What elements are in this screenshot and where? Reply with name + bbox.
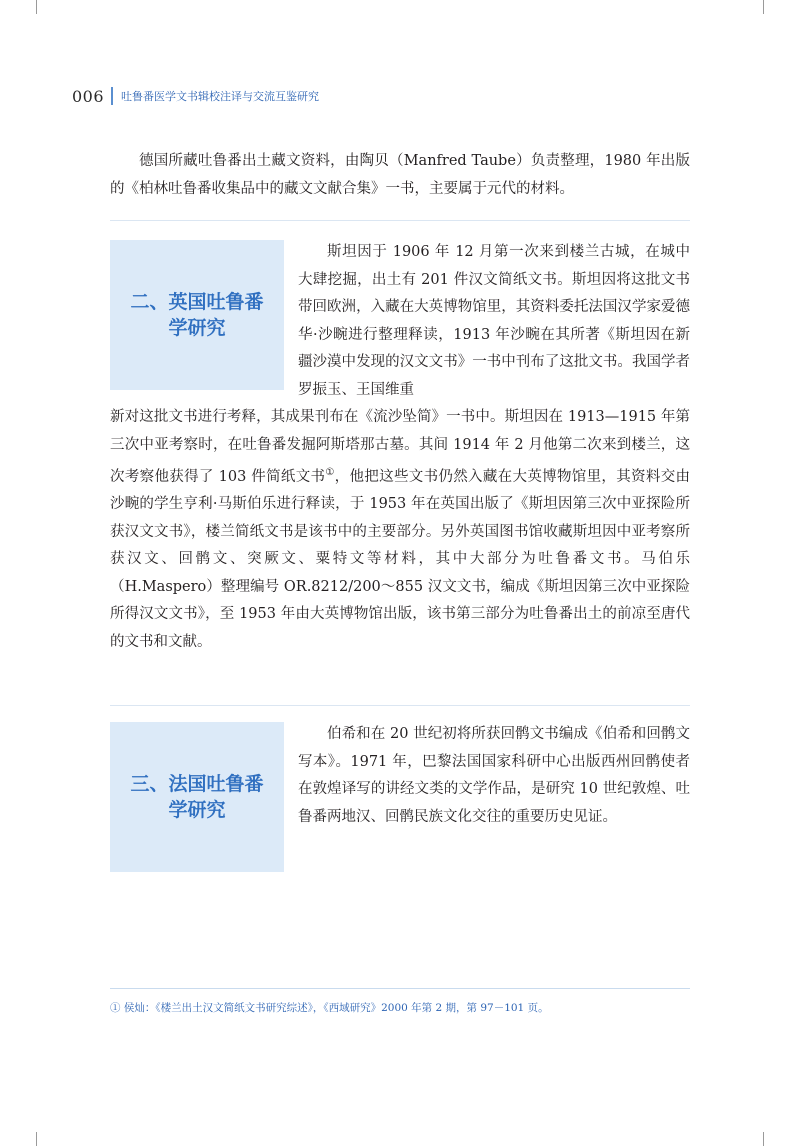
crop-mark bbox=[763, 0, 764, 14]
section-title-line: 二、英国吐鲁番 bbox=[130, 291, 264, 313]
header-divider bbox=[111, 87, 113, 105]
paragraph-pelliot: 伯希和在 20 世纪初将所获回鹘文书编成《伯希和回鹘文写本》。1971 年，巴黎法国国家科研中心出版西州回鹘使者在敦煌译写的讲经文类的文学作品，是研究 10 世纪敦煌、吐鲁番两地汉、回鹘民族文化交往的重要历史见证。 bbox=[298, 726, 690, 825]
section-divider bbox=[110, 705, 690, 706]
section-title-french bbox=[130, 771, 263, 823]
section-title-line: 学研究 bbox=[168, 317, 226, 339]
section-heading-box bbox=[110, 240, 284, 390]
section-title-line: 学研究 bbox=[168, 799, 226, 821]
section-title-british bbox=[130, 289, 263, 341]
text-run: ，他把这些文书仍然入藏在大英博物馆里，其资料交由沙畹的学生亨利·马斯伯乐进行释读，于 1953 年在英国出版了《斯坦因第三次中亚探险所获汉文文书》，楼兰简纸文书是该书中的主要部分。另外英国图书馆收藏斯坦因中亚考察所获汉文、回鹘文、突厥文、粟特文等材料，其中大部分为吐鲁番文书。马伯乐（H.Maspero）整理编号 OR.8212/200～855 汉文文书，编成《斯坦因第三次中亚探险所得汉文文书》，至 1953 年由大英博物馆出版，该书第三部分为吐鲁番出土的前凉至唐代的文书和文献。 bbox=[110, 468, 691, 650]
footnote: ① 侯灿：《楼兰出土汉文简纸文书研究综述》，《西域研究》2000 年第 2 期，第 97－101 页。 bbox=[110, 1002, 549, 1014]
paragraph-stein-intro: 斯坦因于 1906 年 12 月第一次来到楼兰古城，在城中大肆挖掘，出土有 201 件汉文简纸文书。斯坦因将这批文书带回欧洲，入藏在大英博物馆里，其资料委托法国汉学家爱德华·沙畹进行整理释读，1913 年沙畹在其所著《斯坦因在新疆沙漠中发现的汉文文书》一书中刊布了这批文书。我国学者罗振玉、王国维重 bbox=[298, 244, 690, 398]
text-run: 新对这批文书进行考释，其成果刊布在《流沙坠简》一书中。斯坦因在 1913—1915 年第三次中亚考察时，在吐鲁番发掘阿斯塔那古墓。其间 1914 年 2 月他第二次来到楼兰，这次考察他获得了 103 件简纸文书 bbox=[110, 409, 690, 485]
crop-mark bbox=[36, 0, 37, 14]
paragraph-stein-continued bbox=[110, 404, 690, 656]
section-title-line: 三、法国吐鲁番 bbox=[130, 773, 264, 795]
footnote-divider bbox=[110, 988, 690, 989]
section-heading-box bbox=[110, 722, 284, 872]
crop-mark bbox=[763, 1132, 764, 1146]
footnote-ref[interactable]: ① bbox=[325, 467, 335, 478]
page-header bbox=[72, 84, 319, 108]
paragraph-german-collection: 德国所藏吐鲁番出土藏文资料，由陶贝（Manfred Taube）负责整理，1980 年出版的《柏林吐鲁番收集品中的藏文文献合集》一书，主要属于元代的材料。 bbox=[110, 153, 690, 197]
crop-mark bbox=[36, 1132, 37, 1146]
section-divider bbox=[110, 220, 690, 221]
running-title: 吐鲁番医学文书辑校注译与交流互鉴研究 bbox=[121, 90, 320, 103]
page-number: 006 bbox=[72, 86, 105, 106]
